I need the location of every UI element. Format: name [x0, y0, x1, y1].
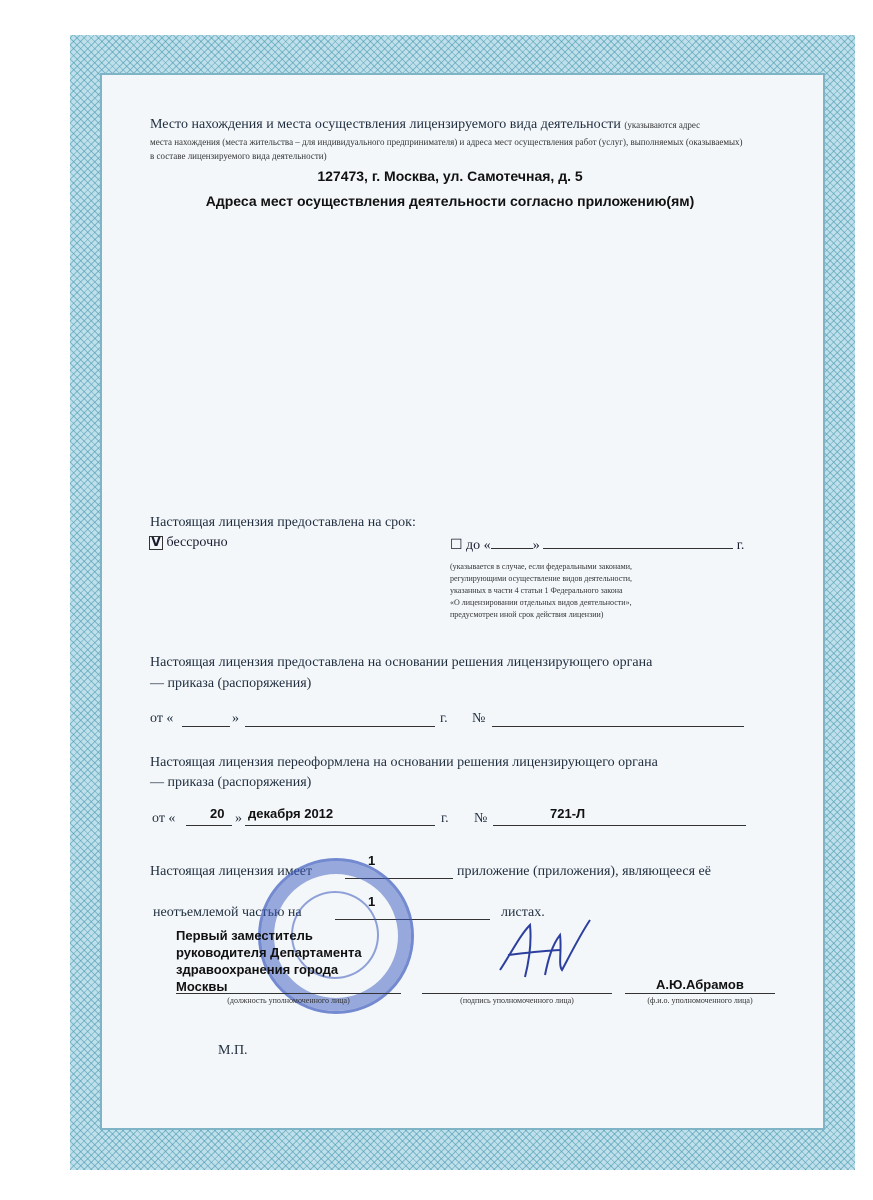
location-heading-text: Место нахождения и места осуществления лицензируемого вида деятельности: [150, 117, 621, 132]
reissued-number-sign: №: [474, 811, 488, 826]
name-line: [625, 993, 775, 994]
term-note-line: (указывается в случае, если федеральными законами,: [450, 562, 633, 571]
term-heading: Настоящая лицензия предоставлена на срок:: [150, 515, 416, 530]
appendix-has: Настоящая лицензия имеет: [150, 864, 313, 879]
reissued-line1: Настоящая лицензия переоформлена на основании решения лицензирующего органа: [150, 755, 658, 770]
seal-place: М.П.: [218, 1043, 248, 1058]
reissued-number-line: [493, 825, 746, 826]
granted-from: от «: [150, 711, 174, 726]
term-indefinite: [149, 535, 228, 551]
until-mid: »: [532, 538, 540, 553]
appendix-sheets: листах.: [501, 905, 545, 920]
position-line: Москвы: [176, 979, 228, 994]
caption-signature: (подпись уполномоченного лица): [460, 996, 574, 1005]
caption-position: (должность уполномоченного лица): [227, 996, 350, 1005]
caption-name: (ф.и.о. уполномоченного лица): [647, 996, 753, 1005]
appendix-count: 1: [368, 853, 376, 868]
granted-line2: — приказа (распоряжения): [150, 676, 312, 691]
reissued-from: от «: [152, 811, 176, 826]
reissued-month-year: декабря 2012: [248, 806, 334, 821]
reissued-date-line: [245, 825, 435, 826]
term-note-line: предусмотрен иной срок действия лицензии): [450, 610, 604, 619]
reissued-line2: — приказа (распоряжения): [150, 775, 312, 790]
address: 127473, г. Москва, ул. Самотечная, д. 5: [317, 168, 583, 184]
handwritten-signature: [490, 915, 600, 985]
appendix-integral: неотъемлемой частью на: [153, 905, 302, 920]
location-note-1: (указываются адрес: [624, 120, 701, 130]
reissued-quote: »: [235, 811, 242, 826]
until-prefix: ☐ до «: [450, 538, 491, 553]
appendix-after-count: приложение (приложения), являющееся её: [457, 864, 711, 879]
term-note-line: «О лицензировании отдельных видов деятельности»,: [450, 598, 632, 607]
location-note-2: места нахождения (места жительства – для индивидуального предпринимателя) и адреса мест осуществления работ (услуг), выполняемых (оказываемых): [150, 137, 743, 147]
reissued-day-line: [186, 825, 232, 826]
position-line: здравоохранения города: [176, 962, 339, 977]
signatory-position: [176, 927, 362, 995]
appendix-pages: 1: [368, 894, 376, 909]
indefinite-label: бессрочно: [166, 535, 228, 550]
position-line: Первый заместитель: [176, 928, 313, 943]
term-until: [450, 537, 744, 554]
granted-day-blank: [182, 726, 230, 727]
until-day-blank: [491, 548, 533, 549]
location-note-3: в составе лицензируемого вида деятельности): [150, 151, 327, 161]
reissued-number: 721-Л: [550, 806, 586, 821]
granted-quote: »: [232, 711, 239, 726]
position-line-rule: [176, 993, 401, 994]
term-note-line: указанных в части 4 статьи 1 Федерального закона: [450, 586, 623, 595]
granted-line1: Настоящая лицензия предоставлена на основании решения лицензирующего органа: [150, 655, 653, 670]
checkbox-checked: V: [149, 536, 163, 550]
term-note: [450, 561, 632, 621]
location-heading: [150, 117, 790, 133]
granted-number-blank: [492, 726, 744, 727]
position-line: руководителя Департамента: [176, 945, 362, 960]
reissued-day: 20: [210, 806, 225, 821]
granted-number-sign: №: [472, 711, 486, 726]
signatory-name: А.Ю.Абрамов: [656, 977, 744, 992]
until-suffix: г.: [736, 538, 745, 553]
term-note-line: регулирующими осуществление видов деятельности,: [450, 574, 633, 583]
signature-line: [422, 993, 612, 994]
places-of-activity: Адреса мест осуществления деятельности согласно приложению(ям): [205, 193, 695, 209]
granted-year: г.: [440, 711, 448, 726]
reissued-year: г.: [441, 811, 449, 826]
granted-date-blank: [245, 726, 435, 727]
until-date-blank: [543, 548, 733, 549]
